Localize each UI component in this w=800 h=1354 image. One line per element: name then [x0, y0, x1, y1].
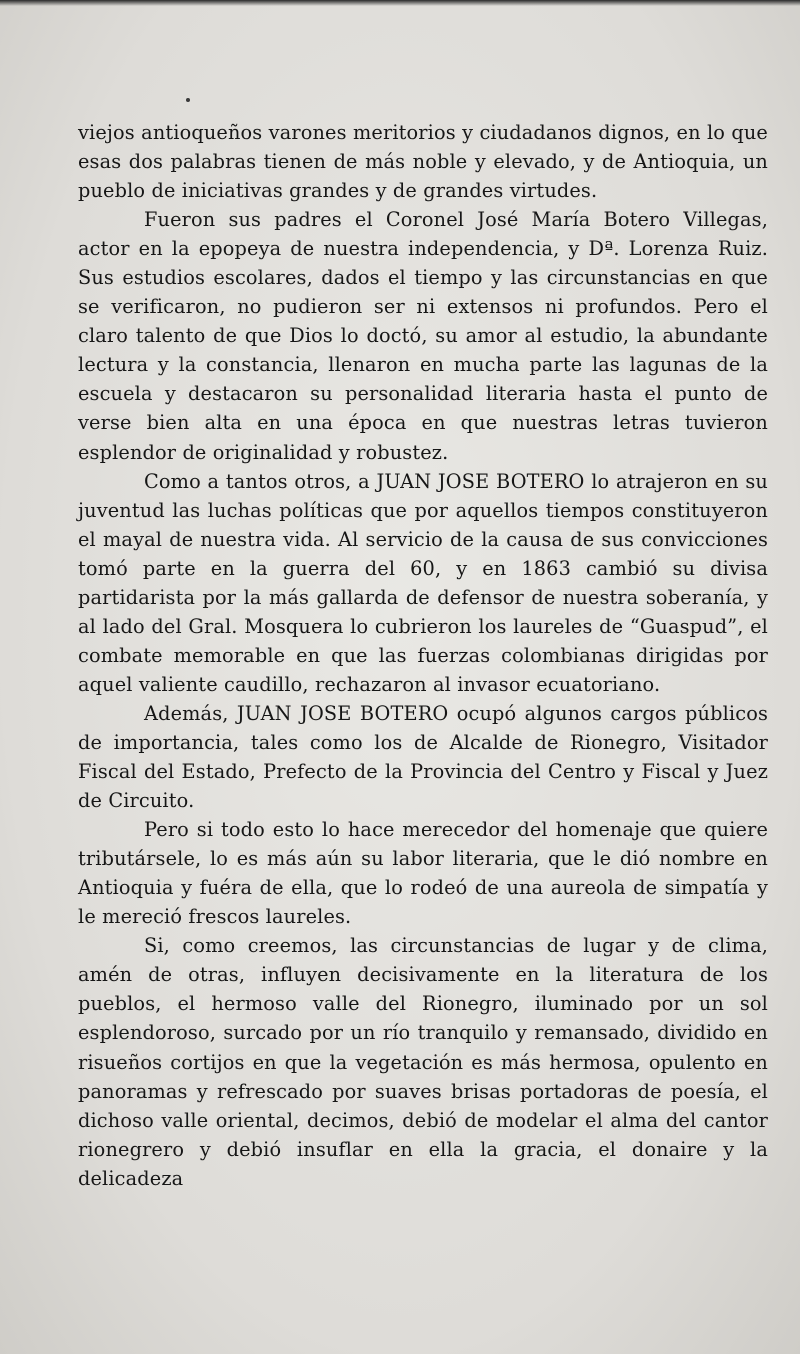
paragraph-political-struggles: Como a tantos otros, a JUAN JOSE BOTERO lo atrajeron en su juventud las luchas políticas que por aquellos tiempos constituyeron el mayal de nuestra vida. Al servicio de la causa de sus convicciones tomó parte en la guerra del 60, y en 1863 cambió su divisa partidarista por la más gallarda de defensor de nuestra soberanía, y al lado del Gral. Mosquera lo cubrieron los laureles de “Guaspud”, el combate memorable en que las fuerzas colombianas dirigidas por aquel valiente caudillo, rechazaron al invasor ecuatoriano.	[78, 469, 768, 696]
paragraph-rionegro-valley: Si, como creemos, las circunstancias de lugar y de clima, amén de otras, influyen decisivamente en la literatura de los pueblos, el hermoso valle del Rionegro, iluminado por un sol esplendoroso, surcado por un río tranquilo y remansado, dividido en risueños cortijos en que la vegetación es más hermosa, opulento en panoramas y refrescado por suaves brisas portadoras de poesía, el dichoso valle oriental, decimos, debió de modelar el alma del cantor rionegrero y debió insuflar en ella la gracia, el donaire y la delicadeza	[78, 934, 768, 1190]
print-speck	[186, 98, 190, 102]
paragraph-literary-work: Pero si todo esto lo hace merecedor del homenaje que quiere tributársele, lo es más aún su labor literaria, que le dió nombre en Antioquia y fuéra de ella, que lo rodeó de una aureola de simpatía y le mereció frescos laureles.	[78, 818, 768, 929]
page-top-edge-shadow	[0, 0, 800, 6]
paragraph-continuation: viejos antioqueños varones meritorios y ciudadanos dignos, en lo que esas dos palabras tienen de más noble y elevado, y de Antioquia, un pueblo de iniciativas grandes y de grandes virtudes.	[78, 121, 768, 203]
paragraph-public-offices: Además, JUAN JOSE BOTERO ocupó algunos cargos públicos de importancia, tales como los de Alcalde de Rionegro, Visitador Fiscal del Estado, Prefecto de la Provincia del Centro y Fiscal y Juez de Circuito.	[78, 701, 768, 813]
body-text	[78, 118, 768, 1193]
paragraph-parents-and-studies: Fueron sus padres el Coronel José María Botero Villegas, actor en la epopeya de nuestra independencia, y Dª. Lorenza Ruiz. Sus estudios escolares, dados el tiempo y las circunstancias en que se verificaron, no pudieron ser ni extensos ni profundos. Pero el claro talento de que Dios lo doctó, su amor al estudio, la abundante lectura y la constancia, llenaron en mucha parte las lagunas de la escuela y destacaron su personalidad literaria hasta el punto de verse bien alta en una época en que nuestras letras tuvieron esplendor de originalidad y robustez.	[78, 208, 768, 464]
